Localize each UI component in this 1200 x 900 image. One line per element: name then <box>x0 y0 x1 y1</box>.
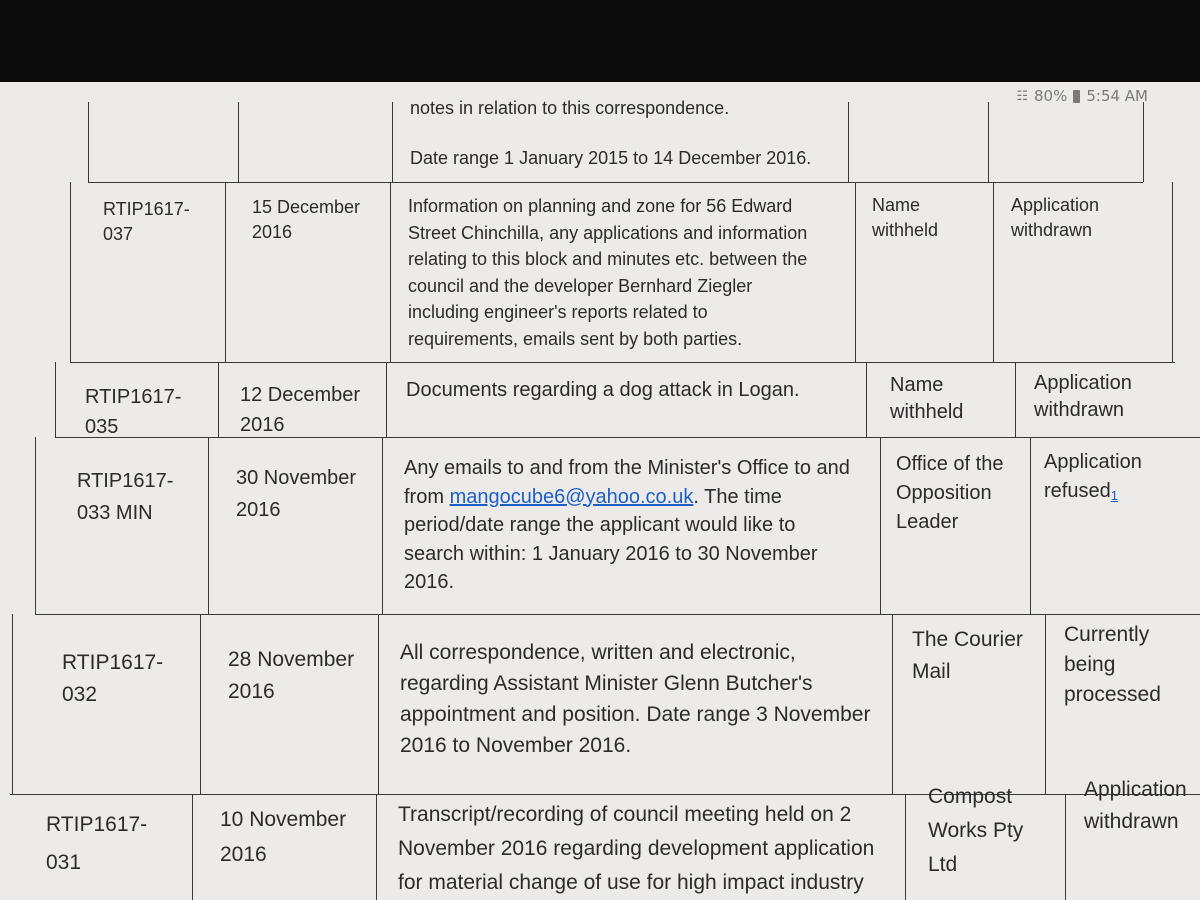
applicant-line: Name <box>890 374 944 396</box>
col-divider <box>218 362 219 437</box>
wifi-icon: ☷ <box>1016 88 1028 104</box>
request-id-cell <box>62 647 163 711</box>
applicant-cell <box>928 780 1023 882</box>
applicant-line: Compost <box>928 785 1013 808</box>
col-divider <box>192 794 193 900</box>
description-cell <box>400 637 870 761</box>
request-id-cell <box>85 382 181 442</box>
status-bar <box>1016 86 1148 106</box>
col-divider <box>1030 437 1031 614</box>
description-line <box>404 483 850 512</box>
col-divider <box>855 182 856 362</box>
col-divider <box>866 362 867 437</box>
col-divider <box>376 794 377 900</box>
col-divider <box>200 614 201 794</box>
description-line: relating to this block and minutes etc. between the <box>408 249 808 269</box>
col-divider <box>35 437 36 614</box>
description-text: . The time <box>693 485 782 508</box>
footnote-link[interactable]: 1 <box>1110 488 1118 503</box>
description-line: 2016 to November 2016. <box>400 734 632 757</box>
col-divider <box>892 614 893 794</box>
description-line: for material change of use for high impact industry <box>398 871 864 894</box>
status-line <box>1044 477 1142 510</box>
description-cell <box>404 454 850 597</box>
description-line: council and the developer Bernhard Ziegler <box>408 275 753 296</box>
col-divider <box>208 437 209 614</box>
col-divider <box>55 362 56 437</box>
row-divider <box>35 614 1200 615</box>
status-line: Application <box>1044 451 1142 473</box>
date-cell <box>220 802 346 872</box>
col-divider <box>225 182 226 362</box>
description-line: November 2016 regarding development application <box>398 837 875 860</box>
description-line: notes in relation to this correspondence. <box>410 98 730 118</box>
request-id-cell <box>46 806 147 882</box>
date-cell <box>236 462 356 526</box>
applicant-line: withheld <box>890 401 964 423</box>
description-line: including engineer's reports related to <box>408 302 708 322</box>
date-line: 2016 <box>220 843 267 866</box>
description-line: requirements, emails sent by both parties. <box>408 328 743 349</box>
description-line: Documents regarding a dog attack in Logan. <box>406 379 800 401</box>
status-line: Currently being <box>1064 623 1150 676</box>
request-id-line: 032 <box>62 683 98 706</box>
description-line: Any emails to and from the Minister's Office to and <box>404 457 850 479</box>
request-id-line: 035 <box>85 416 119 438</box>
description-line: Street Chinchilla, any applications and information <box>408 222 808 243</box>
row-divider <box>70 362 1175 363</box>
date-line: 10 November <box>220 808 347 831</box>
col-divider <box>88 102 89 182</box>
applicant-cell <box>890 372 963 426</box>
description-line: appointment and position. Date range 3 November <box>400 703 871 726</box>
status-line: withdrawn <box>1084 810 1179 833</box>
applicant-line: Leader <box>896 511 959 533</box>
applicant-line: The Courier <box>912 628 1023 651</box>
date-line: 2016 <box>228 680 275 703</box>
description-text: from <box>404 485 450 508</box>
date-line: 12 December <box>240 384 361 406</box>
request-id-cell <box>77 465 173 529</box>
status-cell <box>1044 448 1142 510</box>
date-cell <box>252 195 360 245</box>
col-divider <box>392 102 393 182</box>
col-divider <box>238 102 239 182</box>
col-divider <box>988 102 989 182</box>
status-line: withdrawn <box>1011 220 1093 240</box>
applicant-line: Ltd <box>928 853 958 876</box>
request-id-line: RTIP1617- <box>103 199 190 219</box>
request-id-line: RTIP1617- <box>62 651 164 674</box>
description-cell <box>408 193 807 352</box>
status-cell <box>1034 370 1132 424</box>
col-divider <box>880 437 881 614</box>
description-cell <box>410 96 811 171</box>
row-divider <box>88 182 1143 183</box>
description-line: period/date range the applicant would like to <box>404 514 796 536</box>
request-id-line: RTIP1617- <box>77 470 174 492</box>
status-line: Application <box>1011 195 1100 215</box>
col-divider <box>1045 614 1046 794</box>
date-line: 15 December <box>252 197 361 217</box>
status-cell <box>1064 620 1200 710</box>
tablet-screen <box>0 82 1200 900</box>
col-divider <box>1172 182 1173 362</box>
applicant-cell <box>872 193 938 243</box>
date-line: 2016 <box>240 414 285 436</box>
col-divider <box>378 614 379 794</box>
rti-disclosure-table <box>0 82 1200 900</box>
col-divider <box>993 182 994 362</box>
applicant-line: Works Pty <box>928 819 1024 842</box>
description-line: All correspondence, written and electronic, <box>400 641 796 664</box>
col-divider <box>382 437 383 614</box>
description-line: Transcript/recording of council meeting held on 2 <box>398 803 852 826</box>
status-line: Application <box>1084 778 1187 801</box>
status-text: refused <box>1044 480 1111 502</box>
col-divider <box>12 614 13 794</box>
col-divider <box>386 362 387 437</box>
date-cell <box>240 380 360 440</box>
col-divider <box>70 182 71 362</box>
description-line: Date range 1 January 2015 to 14 December 2016. <box>410 148 812 168</box>
battery-percentage: 80% <box>1034 87 1068 105</box>
applicant-line: withheld <box>872 220 939 240</box>
applicant-line: Opposition <box>896 482 992 504</box>
col-divider <box>905 794 906 900</box>
description-cell <box>406 375 800 405</box>
date-line: 30 November <box>236 467 357 489</box>
request-id-line: 033 MIN <box>77 502 153 524</box>
status-cell <box>1084 774 1187 838</box>
battery-icon <box>1073 90 1080 103</box>
description-line: 2016. <box>404 571 455 593</box>
applicant-line: Mail <box>912 660 951 683</box>
col-divider <box>1015 362 1016 437</box>
email-link[interactable]: mangocube6@yahoo.co.uk <box>449 485 694 508</box>
description-line: regarding Assistant Minister Glenn Butcher's <box>400 672 813 695</box>
date-line: 28 November <box>228 648 355 671</box>
request-id-line: RTIP1617- <box>46 813 148 836</box>
date-line: 2016 <box>236 499 281 521</box>
applicant-cell <box>912 624 1023 688</box>
row-divider <box>55 437 1200 438</box>
status-line: withdrawn <box>1034 399 1125 421</box>
applicant-line: Name <box>872 195 921 215</box>
status-line: Application <box>1034 372 1132 394</box>
status-cell <box>1011 193 1099 243</box>
request-id-line: 037 <box>103 224 134 244</box>
col-divider <box>390 182 391 362</box>
description-line: search within: 1 January 2016 to 30 November <box>404 542 818 565</box>
applicant-line: Office of the <box>896 453 1004 475</box>
status-line: processed <box>1064 683 1161 706</box>
request-id-cell <box>103 197 190 247</box>
request-id-line: 031 <box>46 851 82 874</box>
description-line: Information on planning and zone for 56 Edward <box>408 196 793 216</box>
col-divider <box>1143 102 1144 182</box>
col-divider <box>1065 794 1066 900</box>
clock: 5:54 AM <box>1086 87 1148 105</box>
description-cell <box>398 798 874 900</box>
date-cell <box>228 644 354 708</box>
applicant-cell <box>896 450 1003 537</box>
col-divider <box>848 102 849 182</box>
date-line: 2016 <box>252 222 293 242</box>
request-id-line: RTIP1617- <box>85 386 182 408</box>
